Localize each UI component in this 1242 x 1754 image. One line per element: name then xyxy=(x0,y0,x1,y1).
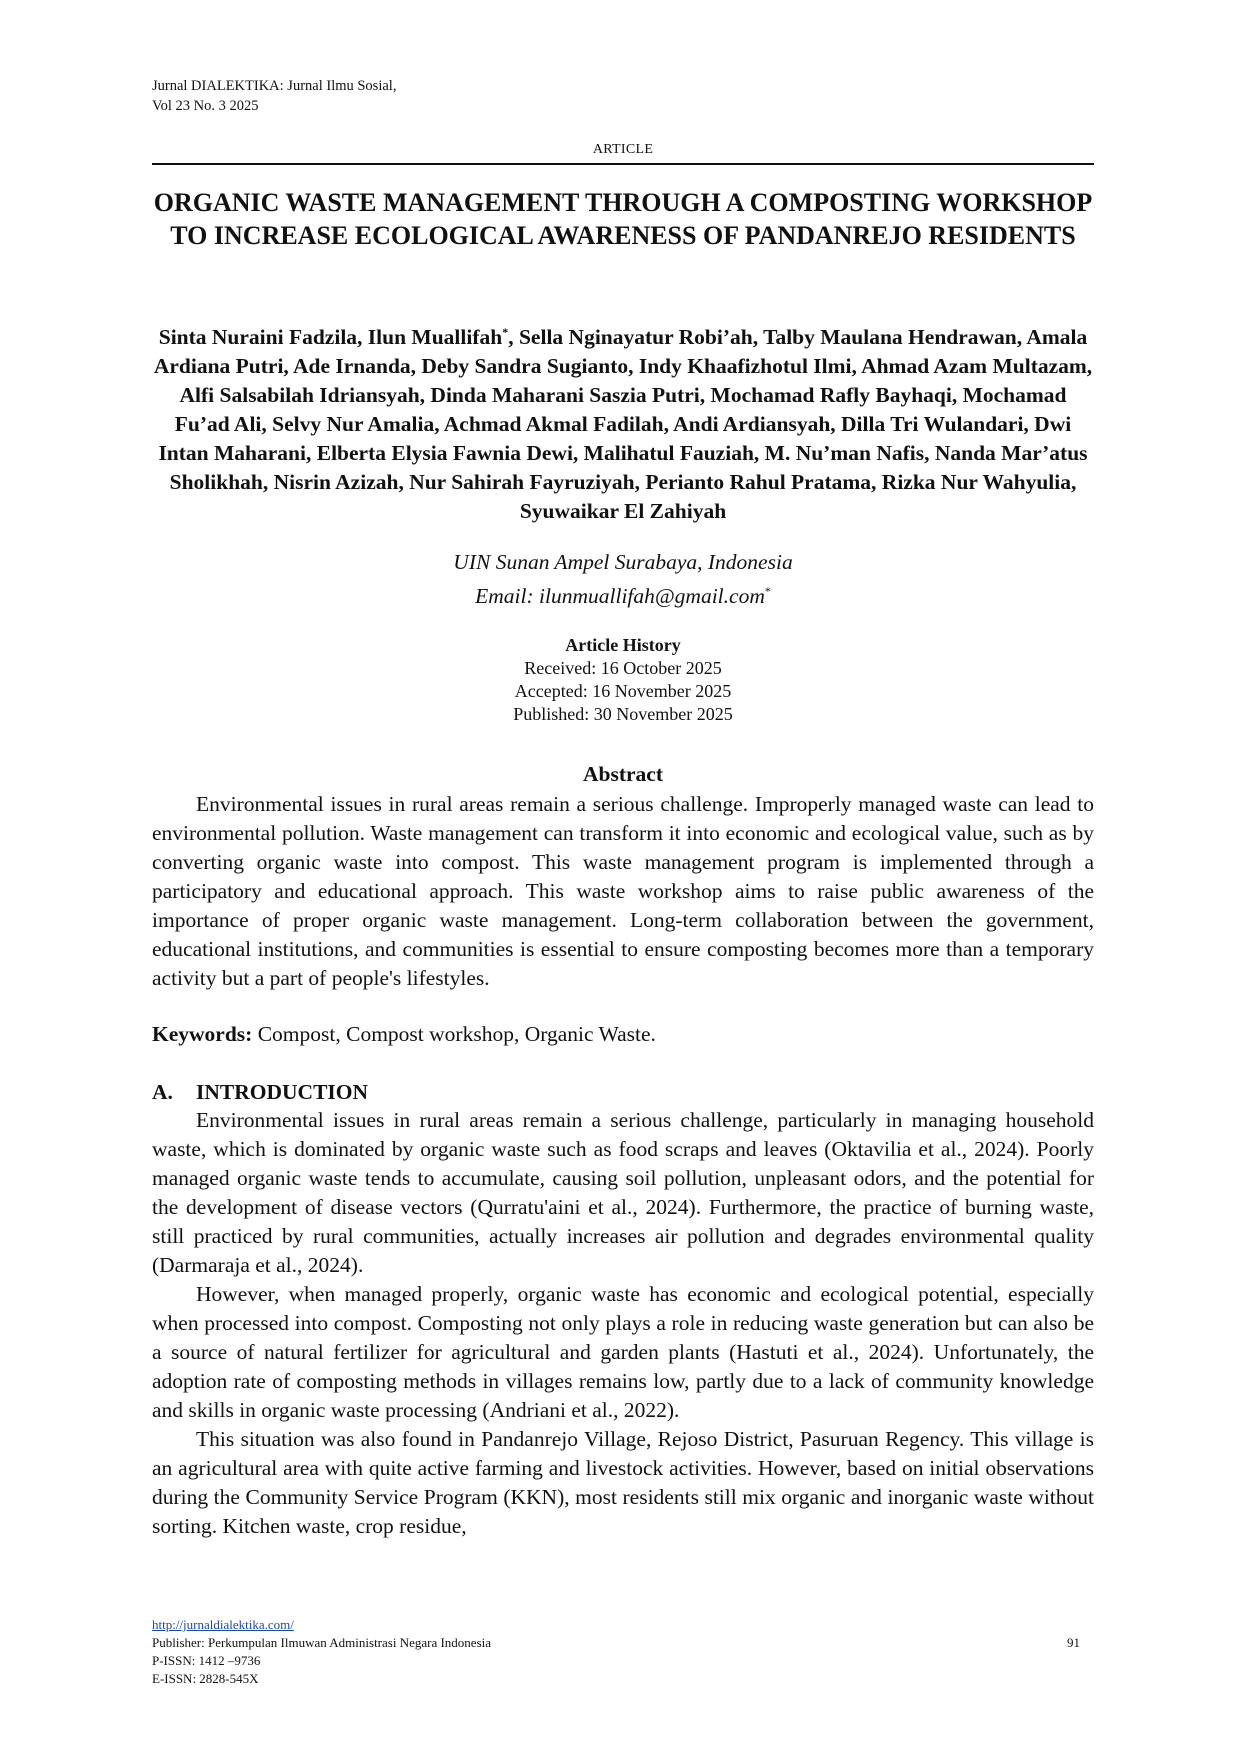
paper-title: ORGANIC WASTE MANAGEMENT THROUGH A COMPOSTING WORKSHOP TO INCREASE ECOLOGICAL AWARENESS OF PANDANREJO RESIDENTS xyxy=(153,188,1093,250)
keywords-line xyxy=(152,1020,1094,1049)
intro-paragraph: However, when managed properly, organic waste has economic and ecological potential, especially when processed into compost. Composting not only plays a role in reducing waste generation but can also be a source of natural fertilizer for agricultural and garden plants (Hastuti et al., 2024). Unfortunately, the adoption rate of composting methods in villages remains low, partly due to a lack of community knowledge and skills in organic waste processing (Andriani et al., 2022). xyxy=(152,1282,1094,1422)
page-number: 91 xyxy=(1067,1635,1080,1650)
publisher-line: Publisher: Perkumpulan Ilmuwan Administrasi Negara Indonesia xyxy=(152,1635,492,1650)
journal-volume: Vol 23 No. 3 2025 xyxy=(152,98,259,114)
keywords-list: Compost, Compost workshop, Organic Waste. xyxy=(252,1022,656,1046)
introduction-body xyxy=(152,1106,1094,1541)
article-history xyxy=(152,634,1094,726)
received-date: Received: 16 October 2025 xyxy=(524,658,722,678)
intro-paragraph: Environmental issues in rural areas remain a serious challenge, particularly in managing household waste, which is dominated by organic waste such as food scraps and leaves (Oktavilia et al., 2024). Poorly managed organic waste tends to accumulate, causing soil pollution, unpleasant odors, and the potential for the development of disease vectors (Qurratu'aini et al., 2024). Furthermore, the practice of burning waste, still practiced by rural communities, actually increases air pollution and degrades environmental quality (Darmaraja et al., 2024). xyxy=(152,1108,1094,1277)
authors-first: Sinta Nuraini Fadzila, Ilun Muallifah xyxy=(158,325,503,350)
header-divider xyxy=(152,163,1094,165)
page-footer xyxy=(152,1616,1094,1688)
abstract-text: Environmental issues in rural areas remain a serious challenge. Improperly managed waste can lead to environmental pollution. Waste management can transform it into economic and ecological value, such as by converting organic waste into compost. This waste management program is implemented through a participatory and educational approach. This waste workshop aims to raise public awareness of the importance of proper organic waste management. Long-term collaboration between the government, educational institutions, and communities is essential to ensure composting becomes more than a temporary activity but a part of people's lifestyles. xyxy=(152,792,1094,990)
corresponding-author-mark: * xyxy=(502,325,509,339)
journal-name: Jurnal DIALEKTIKA: Jurnal Ilmu Sosial, xyxy=(152,78,397,94)
institution: UIN Sunan Ampel Surabaya, Indonesia xyxy=(453,550,793,574)
affiliation-block xyxy=(152,548,1094,611)
email-mark: * xyxy=(764,584,771,598)
abstract-heading: Abstract xyxy=(582,762,663,786)
abstract-section xyxy=(152,790,1094,993)
intro-paragraph: This situation was also found in Pandanrejo Village, Rejoso District, Pasuruan Regency. This village is an agricultural area with quite active farming and livestock activities. However, based on initial observations during the Community Service Program (KKN), most residents still mix organic and inorganic waste without sorting. Kitchen waste, crop residue, xyxy=(152,1427,1094,1538)
author-list xyxy=(152,318,1094,526)
email-line xyxy=(152,577,1094,611)
published-date: Published: 30 November 2025 xyxy=(513,704,733,724)
authors-rest: , Sella Nginayatur Robi’ah, Talby Maulana Hendrawan, Amala Ardiana Putri, Ade Irnanda, Deby Sandra Sugianto, Indy Khaafizhotul Ilmi, Ahmad Azam Multazam, Alfi Salsabilah Idriansyah, Dinda Maharani Saszia Putri, Mochamad Rafly Bayhaqi, Mochamad Fu’ad Ali, Selvy Nur Amalia, Achmad Akmal Fadilah, Andi Ardiansyah, Dilla Tri Wulandari, Dwi Intan Maharani, Elberta Elysia Fawnia Dewi, Malihatul Fauziah, M. Nu’man Nafis, Nanda Mar’atus Sholikhah, Nisrin Azizah, Nur Sahirah Fayruziyah, Perianto Rahul Pratama, Rizka Nur Wahyulia, Syuwaikar El Zahiyah xyxy=(153,325,1093,524)
e-issn: E-ISSN: 2828-545X xyxy=(152,1671,259,1686)
p-issn: P-ISSN: 1412 –9736 xyxy=(152,1653,261,1668)
section-title: INTRODUCTION xyxy=(196,1080,369,1104)
paper-page xyxy=(152,0,1094,1754)
journal-url-link[interactable]: http://jurnaldialektika.com/ xyxy=(152,1617,294,1632)
keywords-label: Keywords: xyxy=(152,1022,253,1046)
section-heading-introduction xyxy=(152,1078,368,1107)
history-heading: Article History xyxy=(565,635,681,655)
article-type-label: ARTICLE xyxy=(592,142,654,157)
accepted-date: Accepted: 16 November 2025 xyxy=(514,681,732,701)
contact-email: Email: ilunmuallifah@gmail.com xyxy=(475,584,765,609)
journal-header xyxy=(152,76,396,116)
section-number: A. xyxy=(152,1080,173,1104)
